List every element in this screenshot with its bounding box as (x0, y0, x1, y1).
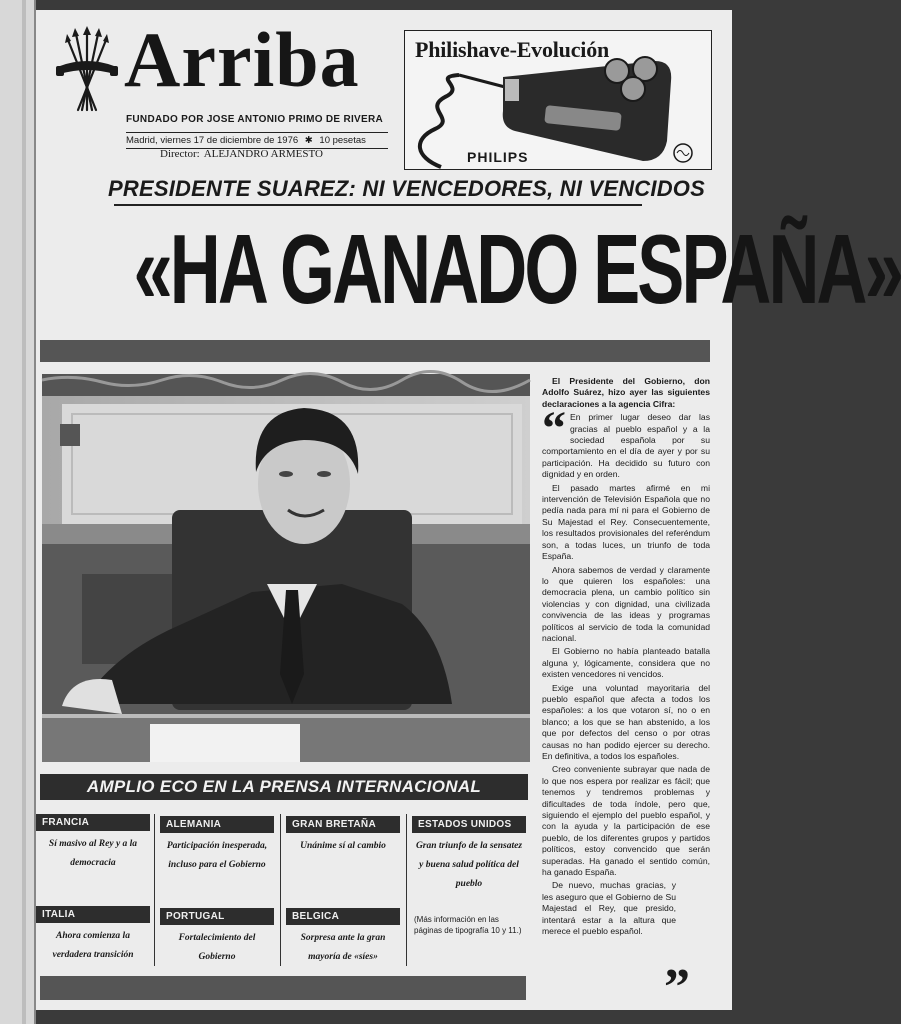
press-item-estados-unidos (412, 816, 526, 894)
director-label: Director: (160, 148, 200, 160)
masthead-title: Arriba (124, 16, 360, 103)
country-label: ALEMANIA (160, 816, 274, 833)
column-rule (154, 814, 155, 966)
more-info-text: (Más información en las páginas de tipografía 10 y 11.) (414, 915, 522, 935)
country-label: FRANCIA (36, 814, 150, 831)
director-name: ALEJANDRO ARMESTO (203, 148, 323, 160)
press-summary: Sí masivo al Rey y a la democracia (48, 839, 138, 868)
kicker-headline: PRESIDENTE SUAREZ: NI VENCEDORES, NI VENCIDOS (108, 176, 705, 201)
article-paragraph-5: Exige una voluntad mayoritaria del pueblo español que afecta a todos los españoles: a los que votaron sí, no o en blanco; a los que se han abstenido, a los que por defectos del censo o por otras causas no han podido ejercer su derecho. En definitiva, a todos los españoles. (542, 682, 710, 761)
press-item-italia (36, 906, 150, 965)
article-paragraph-3: Ahora sabemos de verdad y claramente lo que quieren los españoles: una democracia plena, un cambio político sin violencias y con dignidad, una civilizada convivencia de las ideas y programas políticos al servicio de toda la comunidad nacional. (542, 564, 710, 643)
article-paragraph-4: El Gobierno no había planteado batalla alguna y, lógicamente, considera que no existen vencedores ni vencidos. (542, 646, 710, 680)
country-label: PORTUGAL (160, 908, 274, 925)
article-lead: El Presidente del Gobierno, don Adolfo Suárez, hizo ayer las siguientes declaraciones a la agencia Cifra: (542, 376, 710, 409)
headline-divider-bar (40, 340, 710, 362)
issue-price: 10 pesetas (319, 135, 366, 146)
press-item-belgica (286, 908, 400, 967)
country-label: ITALIA (36, 906, 150, 923)
press-summary: Sorpresa ante la gran mayoría de «síes» (300, 933, 386, 962)
press-item-portugal (160, 908, 274, 967)
press-summary: Fortalecimiento del Gobierno (178, 933, 256, 962)
country-label: BELGICA (286, 908, 400, 925)
director-line (160, 148, 323, 160)
page-fold (22, 0, 26, 1024)
press-item-gran-bretana (286, 816, 400, 856)
country-label: ESTADOS UNIDOS (412, 816, 526, 833)
masthead-date-line (126, 132, 388, 149)
closing-quote-mark: ” (664, 959, 690, 1016)
philishave-advert (404, 30, 712, 170)
press-summary: Ahora comienza la verdadera transición (52, 931, 134, 960)
previous-page-edge (0, 0, 36, 1024)
press-summary: Participación inesperada, incluso para el Gobierno (166, 841, 268, 870)
declaraciones-article (542, 376, 710, 940)
issue-date: Madrid, viernes 17 de diciembre de 1976 (126, 135, 299, 146)
article-paragraph-6: Creo conveniente subrayar que nada de lo que nos espera por realizar es fácil; que tenemos y tendremos problemas y dificultades de toda índole, pero que, siguiendo el ejemplo del pueblo español, y con la ayuda y la participación de ese pueblo, de los diferentes grupos y partidos políticos, estoy convencido que serán superadas. Ha ganado el sentido común, ha ganado España. (542, 764, 710, 878)
column-rule (280, 814, 281, 966)
international-press-title: AMPLIO ECO EN LA PRENSA INTERNACIONAL (40, 774, 528, 800)
press-item-francia (36, 814, 150, 873)
country-label: GRAN BRETAÑA (286, 816, 400, 833)
press-item-alemania (160, 816, 274, 875)
main-headline: «HA GANADO ESPAÑA» (133, 214, 901, 324)
electric-shaver-illustration (405, 31, 711, 169)
press-summary: Gran triunfo de la sensatez y buena salud política del pueblo (415, 841, 523, 889)
kicker-rule (114, 204, 642, 206)
president-photo (42, 374, 530, 762)
advert-brand: PHILIPS (467, 149, 529, 165)
article-paragraph-2: El pasado martes afirmé en mi intervención de Televisión Española que no pedía nada para mí ni para el Gobierno de Su Majestad el Rey. Consecuentemente, los resultados provisionales del referéndum son, a todas luces, un triunfo de toda España. (542, 482, 710, 562)
article-paragraph-7: De nuevo, muchas gracias, y les aseguro que el Gobierno de Su Majestad el Rey, que presido, intentará estar a la altura que merece el pueblo español. (542, 880, 676, 937)
bottom-divider-bar (40, 976, 526, 1000)
yoke-and-arrows-emblem (56, 26, 118, 116)
press-summary: Unánime sí al cambio (300, 841, 386, 851)
masthead-founded-line: FUNDADO POR JOSE ANTONIO PRIMO DE RIVERA (126, 114, 384, 125)
column-rule (406, 814, 407, 966)
newspaper-front-page (36, 10, 901, 1016)
opening-quote-mark: “ (542, 402, 566, 456)
article-paragraph-1: En primer lugar deseo dar las gracias al pueblo español y a la sociedad española por su comportamiento en el día de ayer y por su participación. Ha decidido su futuro con dignidad y en orden. (542, 412, 710, 480)
advert-headline: Philishave-Evolución (415, 37, 610, 62)
separator-star: ✱ (304, 135, 313, 146)
more-info-note (412, 908, 526, 936)
